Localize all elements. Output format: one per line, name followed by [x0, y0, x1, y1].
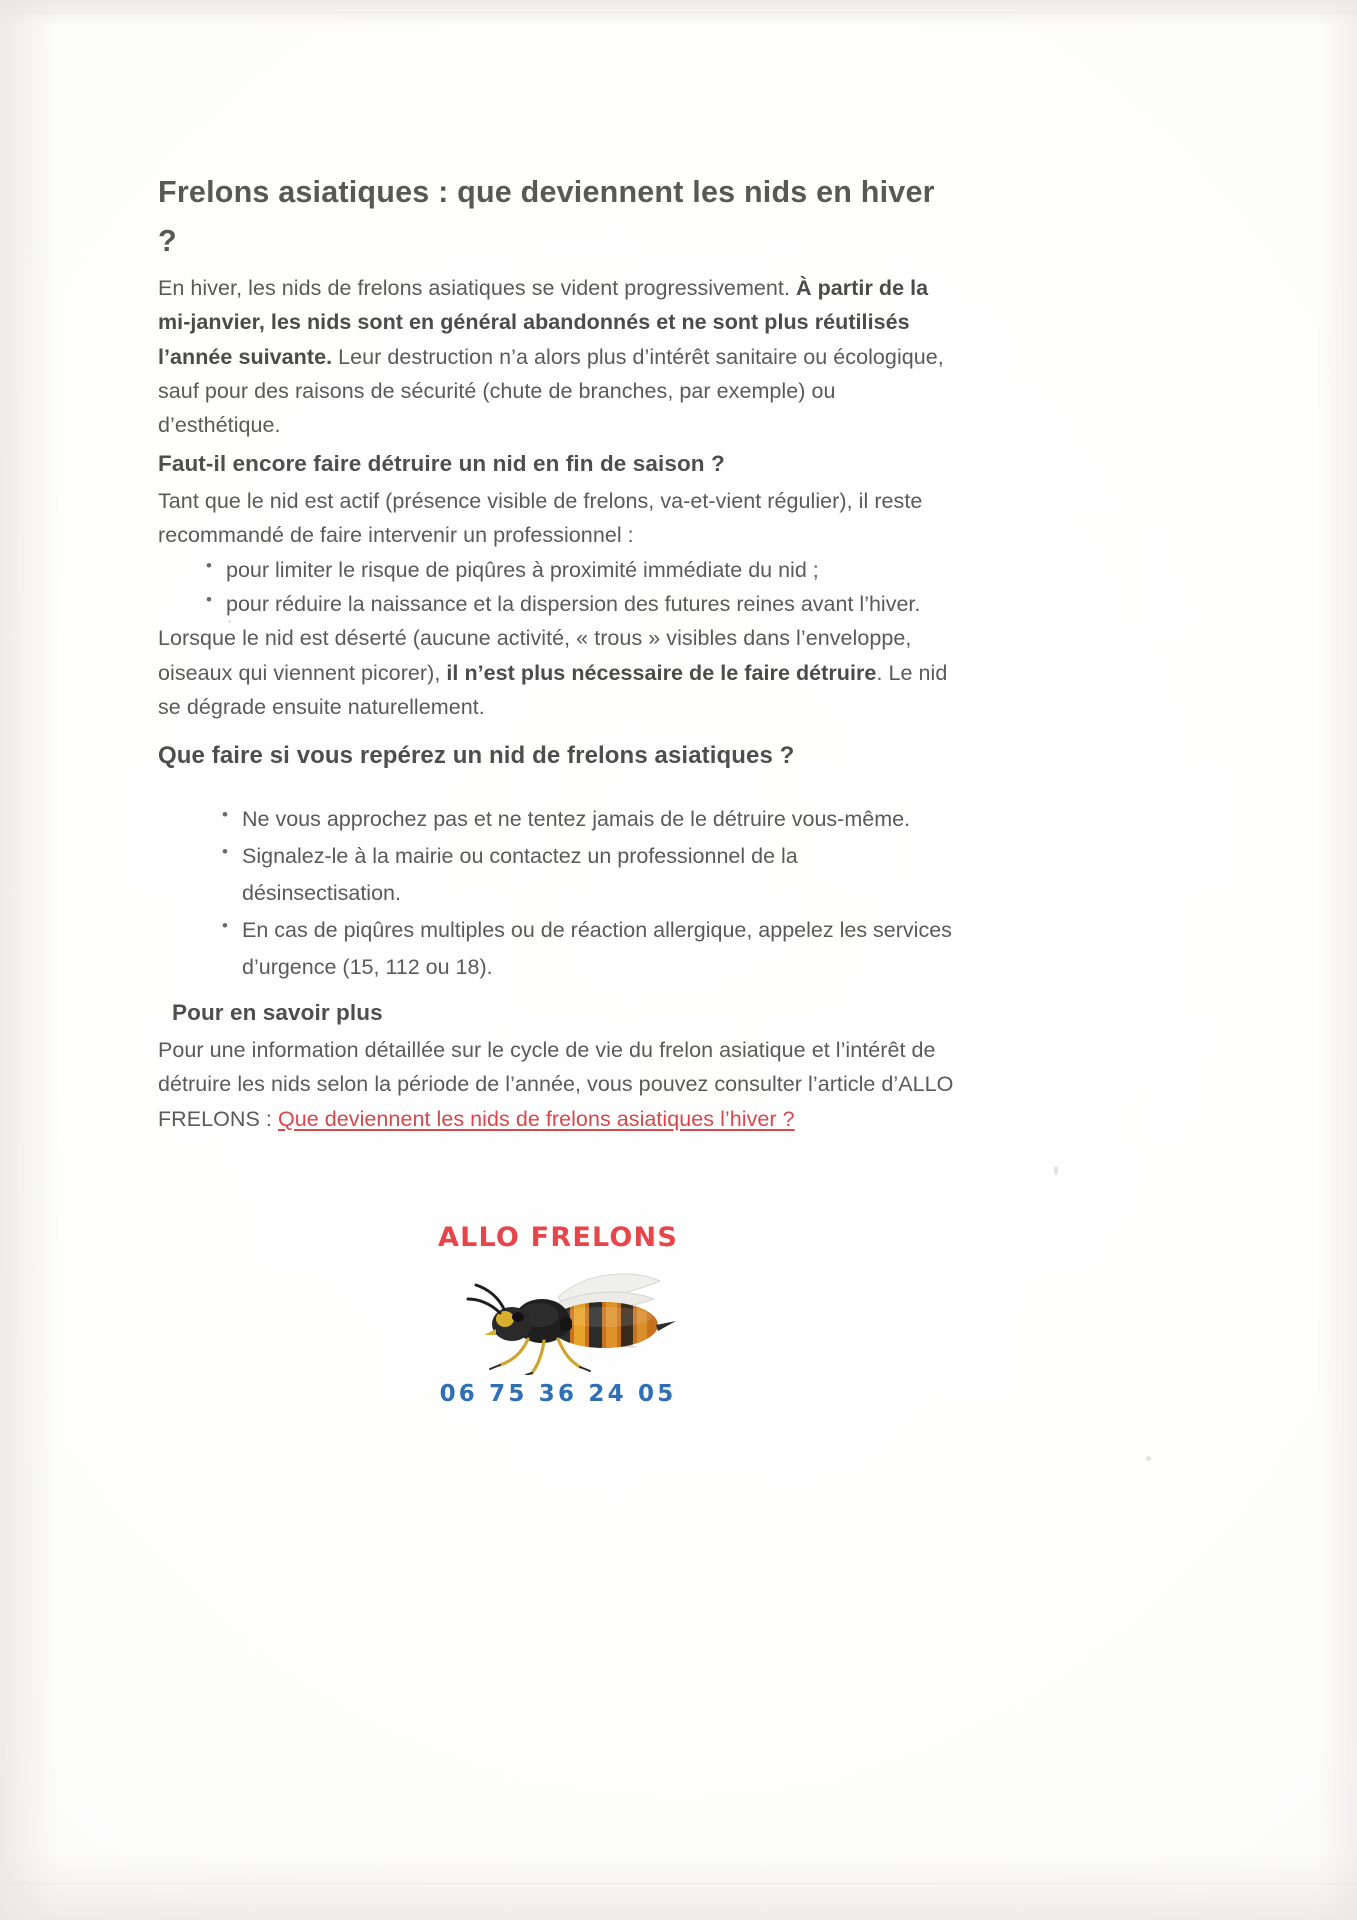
brand-name: ALLO FRELONS [437, 1222, 678, 1253]
section3-text: Pour une information détaillée sur le cycle de vie du frelon asiatique et l’intérêt de détruire les nids selon la période de l’année, vous pouvez consulter l’article d’ALLO FRELONS : [158, 1037, 954, 1131]
footer-logo-block [158, 1222, 958, 1407]
list-item: • Ne vous approchez pas et ne tentez jamais de le détruire vous-même. [216, 801, 958, 838]
scan-edge-right [1317, 0, 1357, 1920]
scan-artifact-band [0, 12, 1357, 13]
scan-speck [1054, 1166, 1058, 1175]
hornet-illustration [408, 1255, 708, 1375]
section-heading-que-faire: Que faire si vous repérez un nid de frelons asiatiques ? [158, 741, 795, 769]
list-item: • Signalez-le à la mairie ou contactez un professionnel de la désinsectisation. [216, 838, 958, 912]
section1-bullet-list [200, 553, 958, 622]
intro-text-bold: À partir de la mi-janvier, les nids sont en général abandonnés et ne sont plus réutilisés l’année suivante. [158, 275, 929, 369]
section3-paragraph [158, 1033, 958, 1136]
scan-edge-left [0, 0, 60, 1920]
scan-speck [1146, 1456, 1151, 1461]
contact-phone-number: 06 75 36 24 05 [439, 1381, 677, 1407]
scan-artifact-band [0, 1883, 1357, 1884]
closing-text-bold: il n’est plus nécessaire de le faire détruire [446, 660, 877, 685]
intro-text-part2: Leur destruction n’a alors plus d’intérêt sanitaire ou écologique, sauf pour des raisons de sécurité (chute de branches, par exemple) ou d’esthétique. [158, 344, 944, 438]
list-item: • pour réduire la naissance et la dispersion des futures reines avant l’hiver. [200, 587, 958, 621]
closing-text-part2: . Le nid se dégrade ensuite naturellement. [158, 660, 948, 720]
section2-bullet-list [216, 801, 958, 986]
section-heading-pour-en-savoir-plus: Pour en savoir plus [172, 999, 383, 1025]
section1-closing-paragraph [158, 621, 958, 724]
document-body [158, 168, 958, 1136]
section1-lead-paragraph: Tant que le nid est actif (présence visible de frelons, va-et-vient régulier), il reste recommandé de faire intervenir un professionnel : [158, 488, 923, 548]
page-title: Frelons asiatiques : que deviennent les nids en hiver ? [158, 175, 935, 259]
list-item: • pour limiter le risque de piqûres à proximité immédiate du nid ; [200, 553, 958, 587]
section-heading-faut-il: Faut-il encore faire détruire un nid en fin de saison ? [158, 450, 725, 476]
intro-text-part1: En hiver, les nids de frelons asiatiques se vident progressivement. [158, 275, 796, 300]
scan-edge-bottom [0, 1850, 1357, 1920]
intro-paragraph [158, 271, 958, 443]
closing-text-part1: Lorsque le nid est déserté (aucune activité, « trous » visibles dans l’enveloppe, oiseaux qui viennent picorer), [158, 626, 912, 685]
article-link[interactable]: Que deviennent les nids de frelons asiatiques l’hiver ? [277, 1106, 795, 1131]
list-item: • En cas de piqûres multiples ou de réaction allergique, appelez les services d’urgence (15, 112 ou 18). [216, 912, 958, 986]
scan-edge-top [0, 0, 1357, 26]
